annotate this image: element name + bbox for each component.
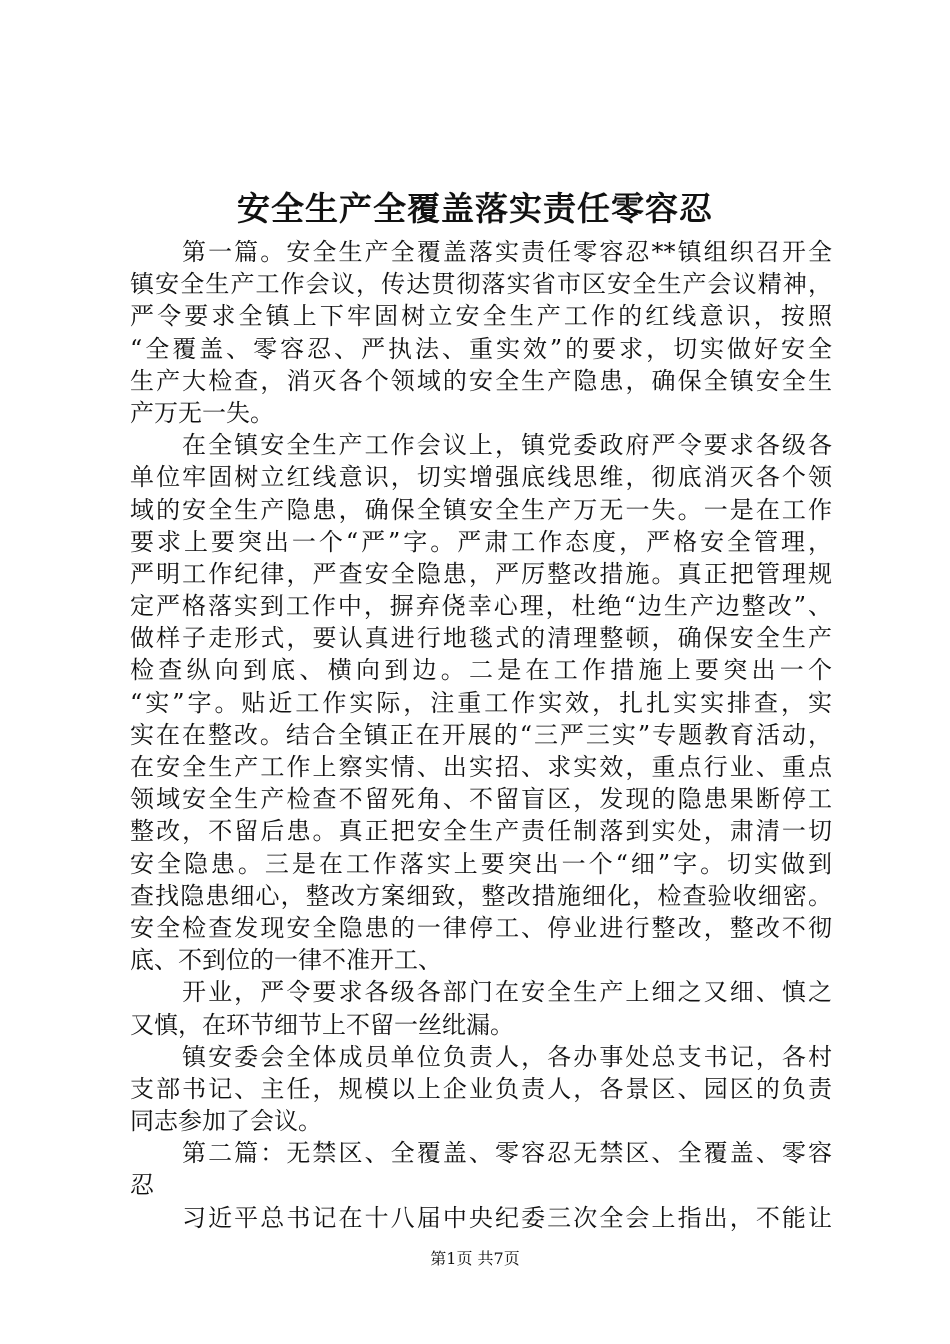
text-line: 同志参加了会议。 bbox=[130, 1107, 322, 1136]
text-line: 要求上要突出一个“严”字。严肃工作态度，严格安全管理， bbox=[130, 527, 832, 556]
text-line: 领域安全生产检查不留死角、不留盲区，发现的隐患果断停工 bbox=[130, 785, 832, 814]
text-line: 产万无一失。 bbox=[130, 398, 274, 427]
text-line: 开业，严令要求各级各部门在安全生产上细之又细、慎之 bbox=[182, 978, 832, 1007]
text-line: 底、不到位的一律不准开工、 bbox=[130, 946, 442, 975]
text-line: 安全隐患。三是在工作落实上要突出一个“细”字。切实做到 bbox=[130, 849, 832, 878]
text-line: 整改，不留后患。真正把安全生产责任制落到实处，肃清一切 bbox=[130, 817, 832, 846]
text-line: 镇安全生产工作会议，传达贯彻落实省市区安全生产会议精神， bbox=[130, 270, 832, 299]
text-line: 安全检查发现安全隐患的一律停工、停业进行整改，整改不彻 bbox=[130, 913, 832, 942]
text-line: 查找隐患细心，整改方案细致，整改措施细化，检查验收细密。 bbox=[130, 881, 832, 910]
text-line: 镇安委会全体成员单位负责人，各办事处总支书记，各村 bbox=[182, 1042, 832, 1071]
text-line: 做样子走形式，要认真进行地毯式的清理整顿，确保安全生产 bbox=[130, 624, 832, 653]
text-line: 域的安全生产隐患，确保全镇安全生产万无一失。一是在工作 bbox=[130, 495, 832, 524]
text-line: 在全镇安全生产工作会议上，镇党委政府严令要求各级各 bbox=[182, 431, 832, 460]
text-line: “全覆盖、零容忍、严执法、重实效”的要求，切实做好安全 bbox=[130, 334, 832, 363]
text-line: 第一篇。安全生产全覆盖落实责任零容忍**镇组织召开全 bbox=[182, 238, 832, 266]
text-line: 检查纵向到底、横向到边。二是在工作措施上要突出一个 bbox=[130, 656, 832, 685]
text-line: 又慎，在环节细节上不留一丝纰漏。 bbox=[130, 1010, 514, 1039]
text-line: 实在在整改。结合全镇正在开展的“三严三实”专题教育活动， bbox=[130, 720, 832, 749]
document-title: 安全生产全覆盖落实责任零容忍 bbox=[237, 189, 713, 228]
text-line: 生产大检查，消灭各个领域的安全生产隐患，确保全镇安全生 bbox=[130, 366, 832, 395]
page-footer: 第1页 共7页 bbox=[430, 1249, 520, 1268]
text-line: 严明工作纪律，严查安全隐患，严厉整改措施。真正把管理规 bbox=[130, 559, 832, 588]
text-line: 单位牢固树立红线意识，切实增强底线思维，彻底消灭各个领 bbox=[130, 463, 832, 492]
text-line: 忍 bbox=[130, 1171, 154, 1200]
text-line: 第二篇：无禁区、全覆盖、零容忍无禁区、全覆盖、零容 bbox=[182, 1139, 832, 1168]
text-line: 定严格落实到工作中，摒弃侥幸心理，杜绝“边生产边整改”、 bbox=[130, 592, 832, 621]
text-line: 习近平总书记在十八届中央纪委三次全会上指出，不能让 bbox=[182, 1203, 832, 1232]
text-line: “实”字。贴近工作实际，注重工作实效，扎扎实实排查，实 bbox=[130, 688, 832, 717]
text-line: 支部书记、主任，规模以上企业负责人，各景区、园区的负责 bbox=[130, 1074, 832, 1103]
text-line: 严令要求全镇上下牢固树立安全生产工作的红线意识，按照 bbox=[130, 302, 832, 331]
document-body bbox=[130, 236, 832, 1234]
text-line: 在安全生产工作上察实情、出实招、求实效，重点行业、重点 bbox=[130, 753, 832, 781]
